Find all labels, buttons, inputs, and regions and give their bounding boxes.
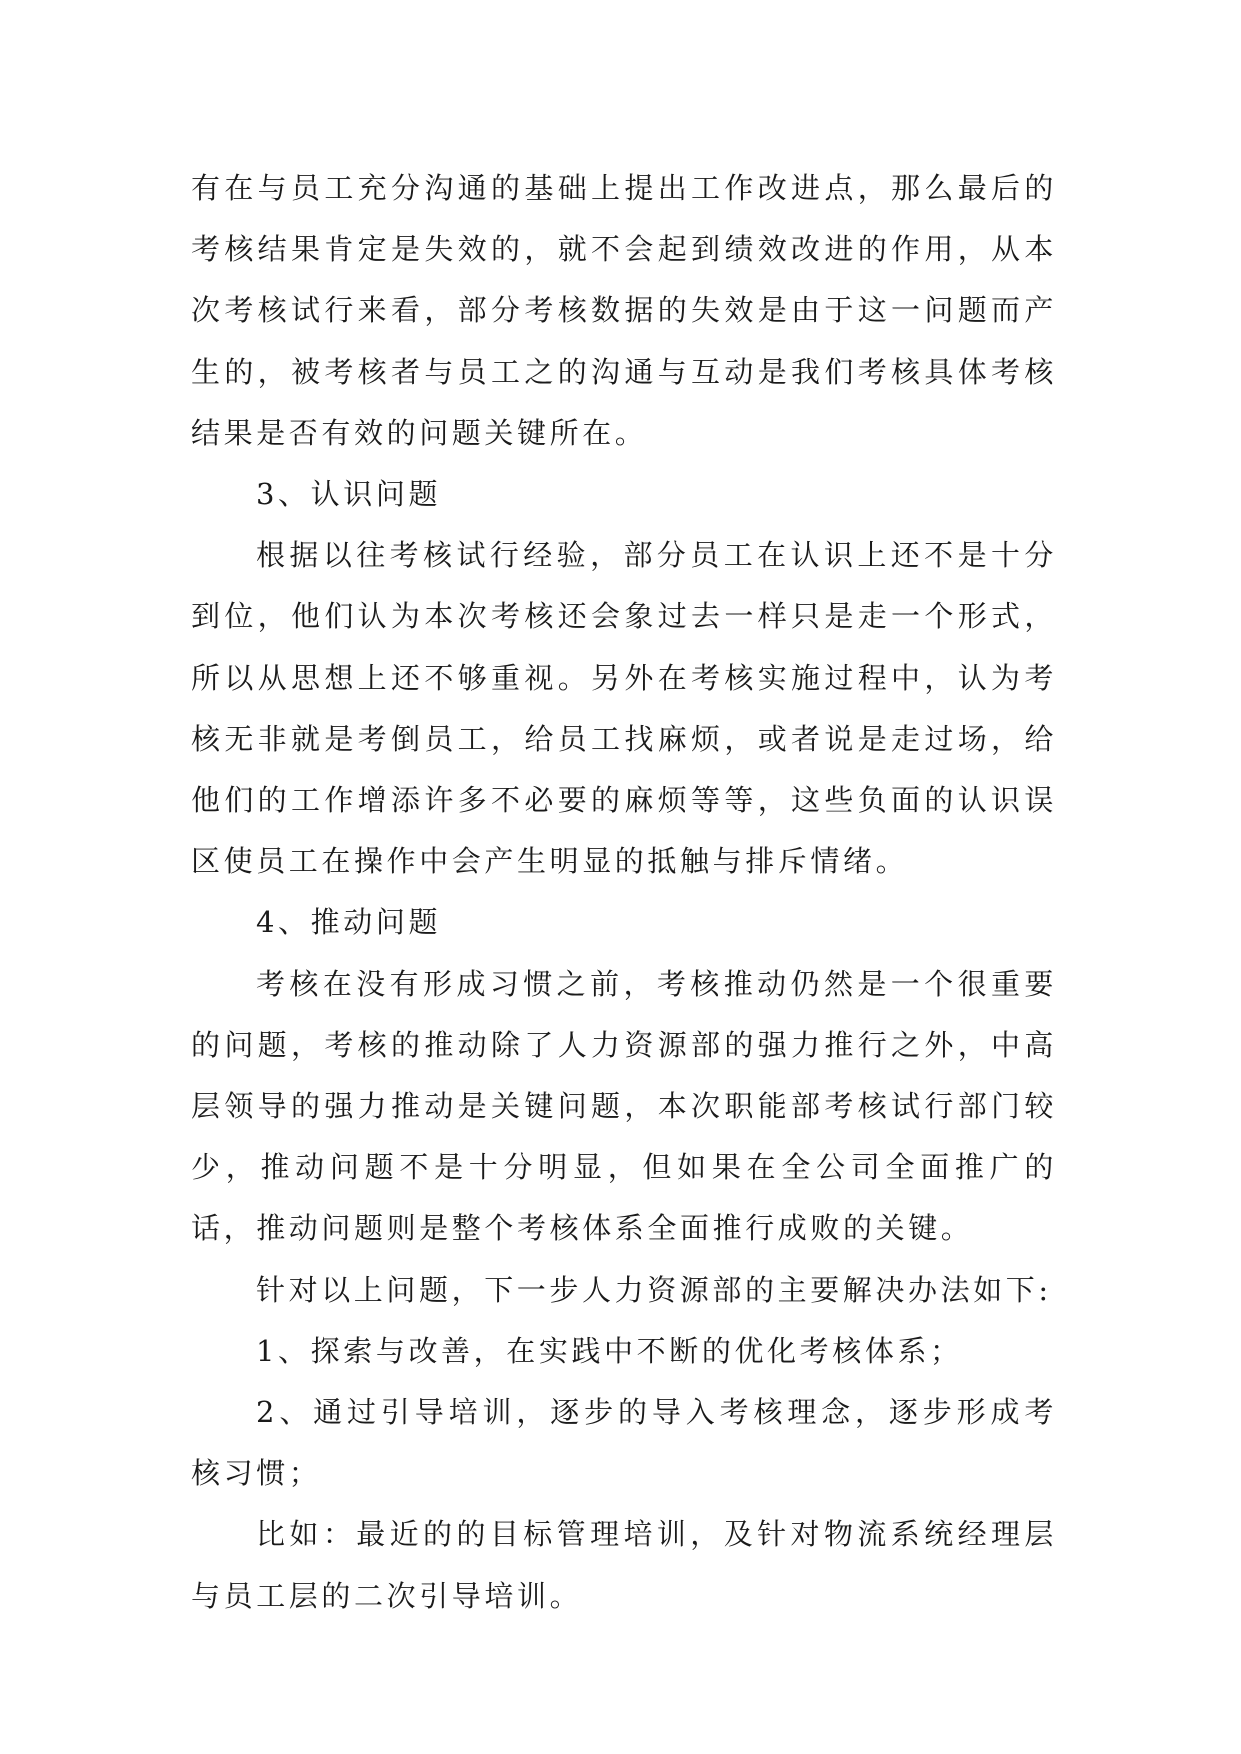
heading-recognition-problem: 3、认识问题 (256, 477, 442, 512)
document-body (191, 158, 1057, 1627)
solution-item-1: 1、探索与改善，在实践中不断的优化考核体系； (256, 1333, 963, 1368)
paragraph-promotion-problem: 考核在没有形成习惯之前，考核推动仍然是一个很重要的问题，考核的推动除了人力资源部的强力推行之外，中高层领导的强力推动是关键问题，本次职能部考核试行部门较少，推动问题不是十分明显，但如果在全公司全面推广的话，推动问题则是整个考核体系全面推行成败的关键。 (191, 966, 1057, 1246)
paragraph-solutions-intro: 针对以上问题，下一步人力资源部的主要解决办法如下: (256, 1272, 1052, 1307)
paragraph-example: 比如：最近的的目标管理培训，及针对物流系统经理层与员工层的二次引导培训。 (191, 1517, 1057, 1613)
paragraph-recognition-problem: 根据以往考核试行经验，部分员工在认识上还不是十分到位，他们认为本次考核还会象过去一样只是走一个形式，所以从思想上还不够重视。另外在考核实施过程中，认为考核无非就是考倒员工，给员工找麻烦，或者说是走过场，给他们的工作增添许多不必要的麻烦等等，这些负面的认识误区使员工在操作中会产生明显的抵触与排斥情绪。 (191, 538, 1057, 879)
heading-promotion-problem: 4、推动问题 (256, 905, 442, 940)
paragraph-communication-continued: 有在与员工充分沟通的基础上提出工作改进点，那么最后的考核结果肯定是失效的，就不会起到绩效改进的作用，从本次考核试行来看，部分考核数据的失效是由于这一问题而产生的，被考核者与员工之的沟通与互动是我们考核具体考核结果是否有效的问题关键所在。 (191, 171, 1057, 450)
solution-item-2: 2、通过引导培训，逐步的导入考核理念，逐步形成考核习惯； (191, 1395, 1057, 1491)
